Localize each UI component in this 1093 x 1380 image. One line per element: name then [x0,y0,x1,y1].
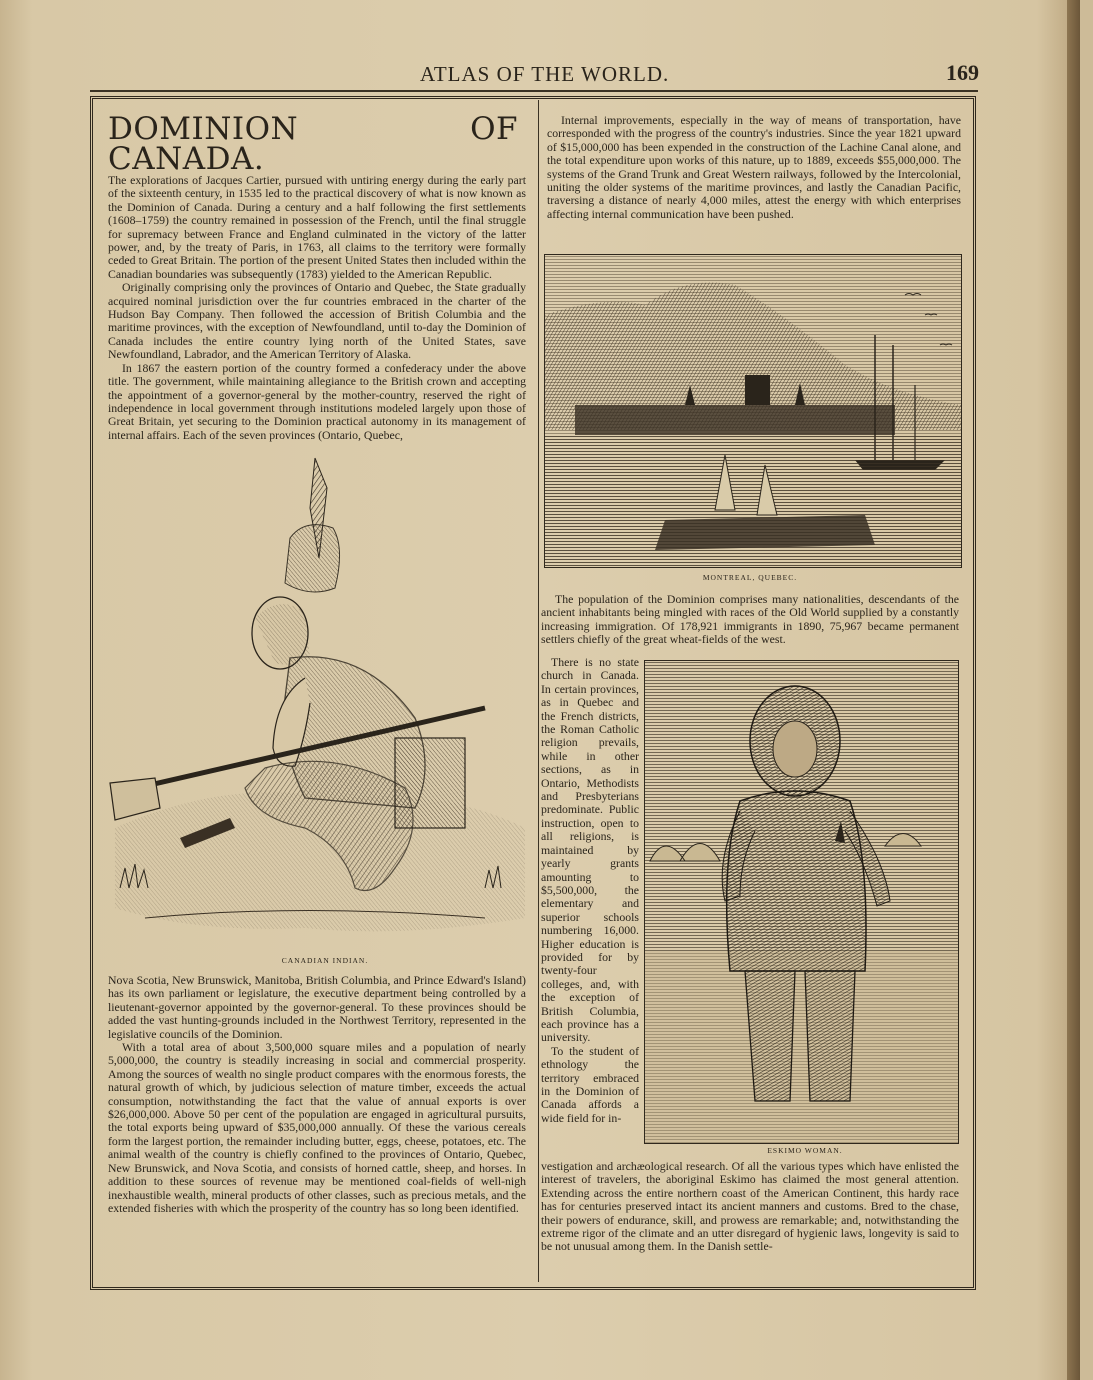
article-paragraph: vestigation and archæological research. Of all the various types which have enlisted the interest of travelers, the aboriginal Eskimo has claimed the most general attention. Extending across the entire northern coast of the American Continent, this hardy race has for centuries preserved intact its ancient manners and customs. Bred to the chase, their powers of endurance, skill, and prowess are remarkable; and, notwithstanding the extreme rigor of the climate and an utter disregard of hygienic laws, longevity is said to be not unusual among them. In the Danish settle- [541,1159,959,1254]
right-column-top-text [547,114,961,221]
header-rule [90,90,978,92]
running-title: ATLAS OF THE WORLD. [420,62,670,86]
article-paragraph: Originally comprising only the provinces of Ontario and Quebec, the State gradually acquired nominal jurisdiction over the fur countries embraced in the charter of the Hudson Bay Company. Then followed the accession of British Columbia and the maritime provinces, with the exception of Newfoundland, until to-day the Dominion of Canada includes the entire country lying north of the United States, save Newfoundland, Labrador, and the American Territory of Alaska. [108,280,526,362]
right-narrow-text [541,656,639,1125]
canadian-indian-illustration [105,448,530,948]
article-paragraph: With a total area of about 3,500,000 square miles and a population of nearly 5,000,000, the country is steadily increasing in social and commercial prosperity. Among the sources of wealth no single product compares with the enormous forests, the natural growth of which, by judicious selection of mature timber, exceeds the actual consumption, notwithstanding the fact that the value of annual exports is over $26,000,000. Above 50 per cent of the population are engaged in agricultural pursuits, the total exports being upward of $35,000,000 annually. Of these the various cereals form the largest portion, the remainder including butter, eggs, cheese, potatoes, etc. The animal wealth of the country is chiefly confined to the provinces of Ontario, Quebec, New Brunswick, and Nova Scotia, and consists of horned cattle, sheep, and horses. In addition to these sources of revenue may be mentioned coal-fields of well-nigh inexhaustible wealth, mineral products of other classes, such as precious metals, and the extended fisheries with which the prosperity of the country has so long been identified. [108,1040,526,1215]
article-paragraph: Internal improvements, especially in the way of means of transportation, have corresponded with the progress of the country's industries. Since the year 1821 upward of $15,000,000 has been expended in the construction of the Lachine Canal alone, and the total expenditure upon works of this nature, up to 1889, exceeds $55,000,000. The systems of the Grand Trunk and Great Western railways, followed by the Intercolonial, uniting the older systems of the maritime provinces, and lastly the Canadian Pacific, traversing a distance of nearly 4,000 miles, attest the energy with which enterprises affecting internal communication have been pushed. [547,113,961,221]
article-paragraph: The population of the Dominion comprises many nationalities, descendants of the ancient inhabitants being mingled with races of the Old World supplied by a constantly increasing immigration. Of 178,921 immigrants in 1890, 75,967 became permanent settlers chiefly of the great wheat-fields of the west. [541,592,959,647]
page-number: 169 [946,60,979,85]
article-paragraph: Nova Scotia, New Brunswick, Manitoba, British Columbia, and Prince Edward's Island) has its own parliament or legislature, the executive department being controlled by a lieutenant-governor appointed by the governor-general. To these provinces should be added the vast hunting-grounds included in the Northwest Territory, represented in the legislative councils of the Dominion. [108,973,526,1041]
book-spine-edge [1067,0,1080,1380]
left-column-top-text [108,112,526,442]
article-paragraph: DOMINION OF CANADA. The explorations of Jacques Cartier, pursued with untiring energy during the early part of the sixteenth century, in 1535 led to the practical discovery of what is now known as the Dominion of Canada. During a century and a half following the first settlements (1608–1759) the country remained in possession of the French, until the final struggle for supremacy between France and England culminated in the victory of the latter power, and, by the treaty of Paris, in 1763, all claims to the territory were formally ceded to Great Britain. The portion of the present United States then included within the Canadian boundaries was subsequently (1783) yielded to the American Republic. [108,111,526,281]
eskimo-caption: ESKIMO WOMAN. [767,1146,843,1155]
right-column-bottom-text [541,1160,959,1254]
article-title: DOMINION OF CANADA. [108,111,518,177]
article-paragraph: There is no state church in Canada. In certain provinces, as in Quebec and the French districts, the Roman Catholic religion prevails, while in other sections, as in Ontario, Methodists and Presbyterians predominate. Public instruction, open to all religions, is maintained by yearly grants amounting to $5,500,000, the elementary and superior schools numbering 16,000. Higher education is provided for by twenty-four colleges, and, with the exception of British Columbia, each province has a university. [541,655,639,1045]
eskimo-woman-illustration [644,660,959,1144]
page-header [90,62,985,92]
article-paragraph: In 1867 the eastern portion of the country formed a confederacy under the above title. The government, while maintaining allegiance to the British crown and accepting the appointment of a governor-general by the mother-country, reserved the right of independence in local government through institutions modeled largely upon those of Great Britain, yet securing to the Dominion practical autonomy in its management of internal affairs. Each of the seven provinces (Ontario, Quebec, [108,360,526,442]
left-column-bottom-text [108,974,526,1215]
column-divider [538,100,539,1282]
article-paragraph: To the student of ethnology the territory embraced in the Dominion of Canada affords a wide field for in- [541,1043,639,1125]
montreal-caption: MONTREAL, QUEBEC. [702,573,798,582]
canadian-indian-caption: CANADIAN INDIAN. [281,956,369,965]
right-column-mid-text [541,593,959,647]
montreal-quebec-illustration [544,254,962,568]
